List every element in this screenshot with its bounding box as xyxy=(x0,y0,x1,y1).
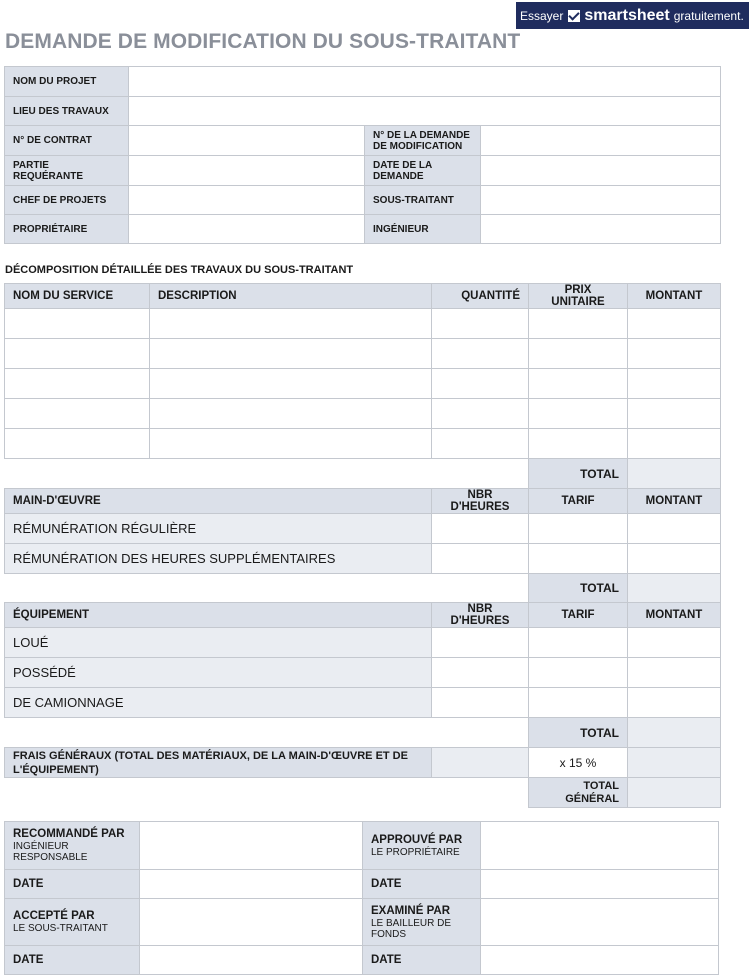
equipment-rate-cell[interactable] xyxy=(529,658,628,688)
labor-rate-cell[interactable] xyxy=(529,514,628,544)
quantity-cell[interactable] xyxy=(432,369,529,399)
owned-label: POSSÉDÉ xyxy=(5,658,432,688)
equipment-row xyxy=(5,628,721,658)
overhead-label: FRAIS GÉNÉRAUX (TOTAL DES MATÉRIAUX, DE LA MAIN-D'ŒUVRE ET DE L'ÉQUIPEMENT) xyxy=(5,748,432,778)
overhead-base-cell[interactable] xyxy=(432,748,529,778)
service-row xyxy=(5,369,721,399)
engineer-field[interactable] xyxy=(481,215,721,244)
service-row xyxy=(5,399,721,429)
unit-price-cell[interactable] xyxy=(529,429,628,459)
project-manager-field[interactable] xyxy=(129,186,365,215)
service-name-cell[interactable] xyxy=(5,399,150,429)
amount-cell[interactable] xyxy=(628,369,721,399)
subcontractor-label: SOUS-TRAITANT xyxy=(365,186,481,215)
spacer xyxy=(5,574,529,603)
examined-by-subtitle: LE BAILLEUR DE FONDS xyxy=(371,917,452,940)
labor-row xyxy=(5,544,721,574)
service-name-cell[interactable] xyxy=(5,429,150,459)
spacer xyxy=(5,718,529,748)
request-date-label: DATE DE LA DEMANDE xyxy=(365,156,481,186)
labor-amount-header: MONTANT xyxy=(628,489,721,514)
accepted-date-field[interactable] xyxy=(140,946,363,975)
unit-price-cell[interactable] xyxy=(529,309,628,339)
service-row xyxy=(5,339,721,369)
overtime-pay-label: RÉMUNÉRATION DES HEURES SUPPLÉMENTAIRES xyxy=(5,544,432,574)
approved-by-field[interactable] xyxy=(481,822,719,870)
requesting-party-field[interactable] xyxy=(129,156,365,186)
quantity-cell[interactable] xyxy=(432,399,529,429)
service-name-cell[interactable] xyxy=(5,369,150,399)
project-name-field[interactable] xyxy=(129,67,721,97)
unit-price-cell[interactable] xyxy=(529,399,628,429)
labor-rate-cell[interactable] xyxy=(529,544,628,574)
service-name-header: NOM DU SERVICE xyxy=(5,284,150,309)
work-location-label: LIEU DES TRAVAUX xyxy=(5,97,129,126)
description-cell[interactable] xyxy=(150,339,432,369)
equipment-hours-header: NBR D'HEURES xyxy=(432,603,529,628)
examined-by-title: EXAMINÉ PAR xyxy=(371,904,451,917)
approved-date-field[interactable] xyxy=(481,870,719,899)
equipment-header: ÉQUIPEMENT xyxy=(5,603,432,628)
approved-by-subtitle: LE PROPRIÉTAIRE xyxy=(371,846,460,858)
labor-row xyxy=(5,514,721,544)
labor-hours-cell[interactable] xyxy=(432,544,529,574)
banner-try-text: Essayer xyxy=(520,8,564,23)
labor-amount-cell[interactable] xyxy=(628,514,721,544)
overhead-rate: x 15 % xyxy=(529,748,628,778)
spacer xyxy=(5,459,529,489)
service-row xyxy=(5,429,721,459)
grand-total-value[interactable] xyxy=(628,778,721,808)
equipment-hours-cell[interactable] xyxy=(432,628,529,658)
labor-hours-header: NBR D'HEURES xyxy=(432,489,529,514)
quantity-cell[interactable] xyxy=(432,309,529,339)
unit-price-cell[interactable] xyxy=(529,369,628,399)
owner-field[interactable] xyxy=(129,215,365,244)
project-info-table xyxy=(4,66,721,244)
service-row xyxy=(5,309,721,339)
equipment-header-row xyxy=(5,603,721,628)
equipment-hours-cell[interactable] xyxy=(432,688,529,718)
examined-by-label xyxy=(363,899,481,946)
amount-cell[interactable] xyxy=(628,429,721,459)
equipment-hours-cell[interactable] xyxy=(432,658,529,688)
labor-total-row xyxy=(5,574,721,603)
labor-header: MAIN-D'ŒUVRE xyxy=(5,489,432,514)
examined-by-field[interactable] xyxy=(481,899,719,946)
service-name-cell[interactable] xyxy=(5,339,150,369)
subcontractor-field[interactable] xyxy=(481,186,721,215)
page-title: DEMANDE DE MODIFICATION DU SOUS-TRAITANT xyxy=(5,30,521,53)
recommended-by-field[interactable] xyxy=(140,822,363,870)
labor-total-value[interactable] xyxy=(628,574,721,603)
grand-total-label: TOTAL GÉNÉRAL xyxy=(529,778,628,808)
project-name-label: NOM DU PROJET xyxy=(5,67,129,97)
accepted-by-field[interactable] xyxy=(140,899,363,946)
services-total-label: TOTAL xyxy=(529,459,628,489)
banner-free-text: gratuitement. xyxy=(673,8,744,23)
checkmark-logo-icon xyxy=(568,10,580,22)
unit-price-cell[interactable] xyxy=(529,339,628,369)
rented-label: LOUÉ xyxy=(5,628,432,658)
accepted-by-label xyxy=(5,899,140,946)
equipment-amount-cell[interactable] xyxy=(628,658,721,688)
equipment-amount-cell[interactable] xyxy=(628,628,721,658)
labor-total-label: TOTAL xyxy=(529,574,628,603)
labor-hours-cell[interactable] xyxy=(432,514,529,544)
equipment-row xyxy=(5,658,721,688)
unit-price-header: PRIX UNITAIRE xyxy=(529,284,628,309)
quantity-header: QUANTITÉ xyxy=(432,284,529,309)
description-cell[interactable] xyxy=(150,309,432,339)
approved-date-label: DATE xyxy=(363,870,481,899)
recommended-by-label xyxy=(5,822,140,870)
approved-by-title: APPROUVÉ PAR xyxy=(371,833,463,846)
accepted-by-title: ACCEPTÉ PAR xyxy=(13,910,95,922)
labor-rate-header: TARIF xyxy=(529,489,628,514)
equipment-total-label: TOTAL xyxy=(529,718,628,748)
regular-pay-label: RÉMUNÉRATION RÉGULIÈRE xyxy=(5,514,432,544)
spacer xyxy=(5,778,529,808)
services-header-row xyxy=(5,284,721,309)
contract-no-label: N° DE CONTRAT xyxy=(5,126,129,156)
labor-amount-cell[interactable] xyxy=(628,544,721,574)
amount-cell[interactable] xyxy=(628,309,721,339)
services-total-value[interactable] xyxy=(628,459,721,489)
change-request-no-label: N° DE LA DEMANDE DE MODIFICATION xyxy=(365,126,481,156)
project-manager-label: CHEF DE PROJETS xyxy=(5,186,129,215)
recommended-by-subtitle: INGÉNIEUR RESPONSABLE xyxy=(13,841,88,863)
recommended-by-title: RECOMMANDÉ PAR xyxy=(13,828,125,840)
grand-total-row xyxy=(5,778,721,808)
equipment-rate-cell[interactable] xyxy=(529,688,628,718)
labor-header-row xyxy=(5,489,721,514)
service-name-cell[interactable] xyxy=(5,309,150,339)
trucking-label: DE CAMIONNAGE xyxy=(5,688,432,718)
cost-breakdown-table xyxy=(4,283,721,808)
equipment-row xyxy=(5,688,721,718)
description-cell[interactable] xyxy=(150,369,432,399)
contract-no-field[interactable] xyxy=(129,126,365,156)
amount-cell[interactable] xyxy=(628,399,721,429)
engineer-label: INGÉNIEUR xyxy=(365,215,481,244)
equipment-rate-cell[interactable] xyxy=(529,628,628,658)
request-date-field[interactable] xyxy=(481,156,721,186)
accepted-by-subtitle: LE SOUS-TRAITANT xyxy=(13,923,108,934)
amount-cell[interactable] xyxy=(628,339,721,369)
recommended-date-field[interactable] xyxy=(140,870,363,899)
approved-by-label xyxy=(363,822,481,870)
services-total-row xyxy=(5,459,721,489)
amount-header: MONTANT xyxy=(628,284,721,309)
equipment-rate-header: TARIF xyxy=(529,603,628,628)
accepted-date-label: DATE xyxy=(5,946,140,975)
change-request-no-field[interactable] xyxy=(481,126,721,156)
equipment-total-row xyxy=(5,718,721,748)
examined-date-field[interactable] xyxy=(481,946,719,975)
overhead-value[interactable] xyxy=(628,748,721,778)
equipment-total-value[interactable] xyxy=(628,718,721,748)
smartsheet-trial-banner[interactable] xyxy=(516,2,749,29)
description-header: DESCRIPTION xyxy=(150,284,432,309)
breakdown-section-title: DÉCOMPOSITION DÉTAILLÉE DES TRAVAUX DU SOUS-TRAITANT xyxy=(5,264,354,276)
recommended-date-label: DATE xyxy=(5,870,140,899)
description-cell[interactable] xyxy=(150,399,432,429)
owner-label: PROPRIÉTAIRE xyxy=(5,215,129,244)
signatures-table xyxy=(4,821,719,975)
requesting-party-label: PARTIE REQUÉRANTE xyxy=(5,156,129,186)
work-location-field[interactable] xyxy=(129,97,721,126)
overhead-row xyxy=(5,748,721,778)
equipment-amount-header: MONTANT xyxy=(628,603,721,628)
equipment-amount-cell[interactable] xyxy=(628,688,721,718)
quantity-cell[interactable] xyxy=(432,429,529,459)
banner-brand: smartsheet xyxy=(584,6,670,24)
examined-date-label: DATE xyxy=(363,946,481,975)
quantity-cell[interactable] xyxy=(432,339,529,369)
description-cell[interactable] xyxy=(150,429,432,459)
